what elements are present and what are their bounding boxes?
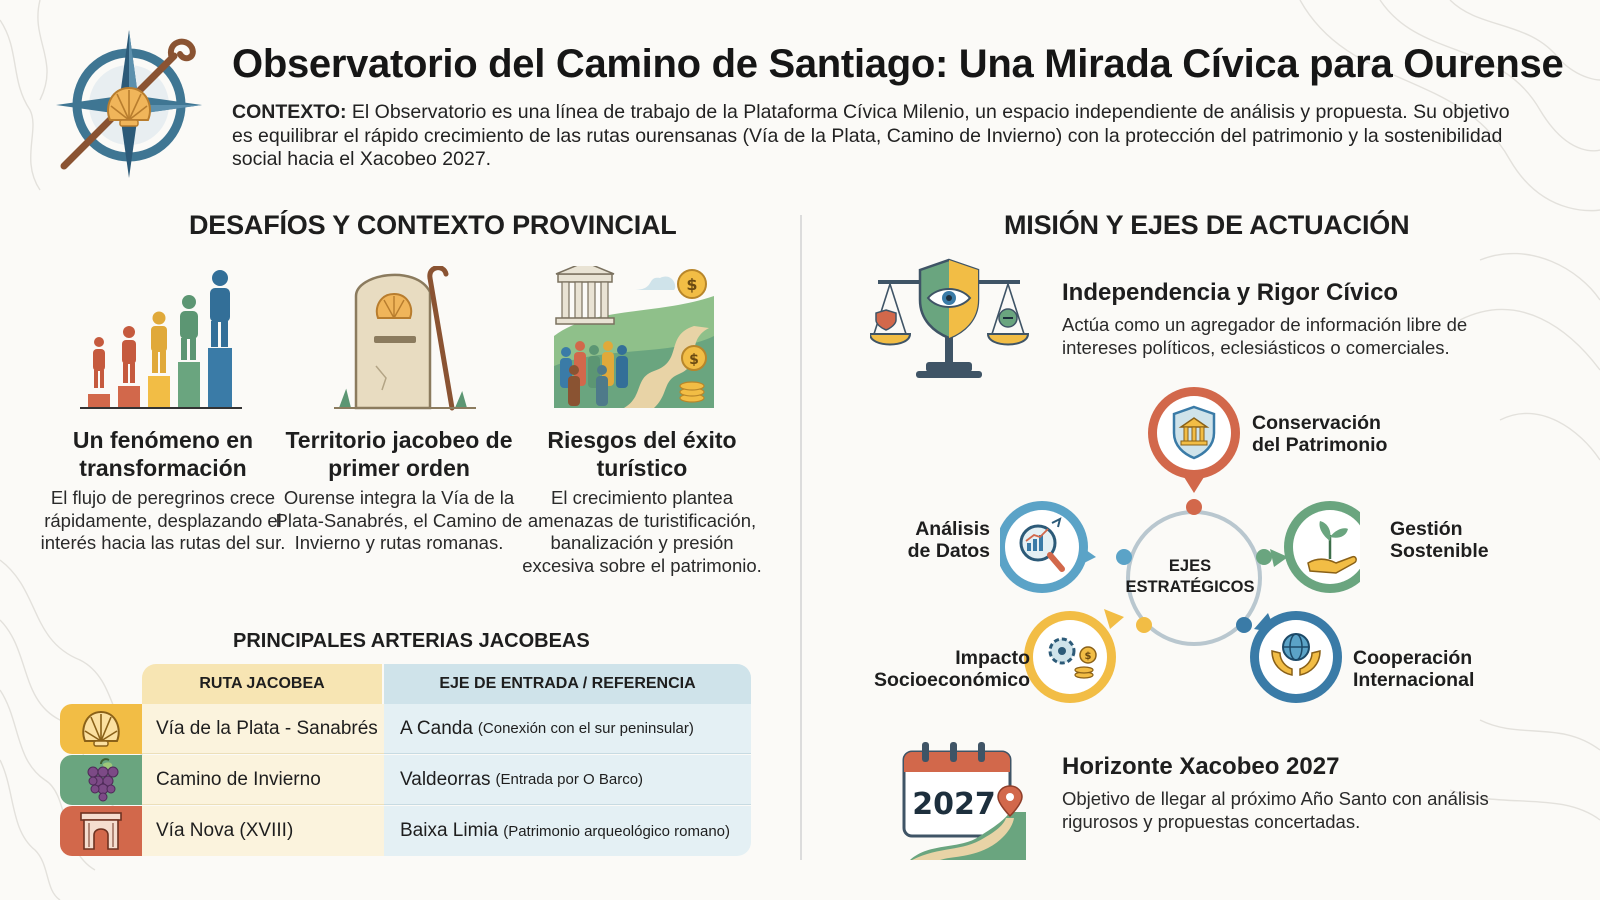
horizon-text: Objetivo de llegar al próximo Año Santo con análisis rigurosos y propuestas concertadas. (1062, 788, 1489, 832)
context-text: El Observatorio es una línea de trabajo de la Plataforma Cívica Milenio, un espacio independiente de análisis y propuesta. Su objetivo es equilibrar el rápido crecimiento de las rutas ourensanas (Vía de la Plata, Camino de Invierno) con la protección del patrimonio y la sostenibilidad social hacia el Xacobeo 2027. (232, 101, 1510, 170)
independence-text: Actúa como un agregador de información libre de intereses políticos, eclesiásticos o comerciales. (1062, 314, 1468, 358)
svg-text:$: $ (1084, 651, 1092, 662)
scales-shield-icon (870, 258, 1030, 383)
horizon-title: Horizonte Xacobeo 2027 (1062, 753, 1340, 780)
challenge-1-title: Un fenómeno en transformación (72, 427, 254, 481)
challenge-1-text: El flujo de peregrinos crece rápidamente, desplazando el interés hacia las rutas del sur. (40, 487, 286, 553)
challenge-2-text: Ourense integra la Vía de la Plata-Sanabrés, el Camino de Invierno y rutas romanas. (275, 487, 523, 553)
cooperacion-dot (1236, 617, 1252, 633)
roman-arch-icon (60, 806, 142, 856)
table-row-route-3: Vía Nova (XVIII) (142, 806, 384, 856)
challenges-heading: DESAFÍOS Y CONTEXTO PROVINCIAL (189, 210, 677, 240)
hub-label-line2: ESTRATÉGICOS (1125, 578, 1255, 596)
conservacion-dot (1186, 499, 1202, 515)
calendar-path-icon (900, 742, 1026, 860)
axis-cooperacion-label (1353, 647, 1474, 691)
table-header-route: RUTA JACOBEA (142, 664, 382, 704)
axis-cooperacion-line1: Cooperación (1353, 647, 1473, 669)
tourism-pressure-icon (544, 266, 744, 416)
cooperacion-badge (1250, 611, 1342, 703)
impacto-badge (1024, 609, 1124, 703)
gestion-badge (1270, 501, 1360, 593)
axis-impacto-label (870, 647, 1030, 691)
table-row-route-2: Camino de Invierno (142, 755, 384, 805)
routes-table-heading: PRINCIPALES ARTERIAS JACOBEAS (233, 630, 590, 652)
svg-text:$: $ (689, 352, 699, 368)
table-row-route-1: Vía de la Plata - Sanabrés (142, 704, 384, 754)
calendar-year: 2027 (912, 787, 996, 822)
growing-crowd-icon (66, 266, 266, 416)
entry-note: (Entrada por O Barco) (495, 771, 644, 788)
context-label: CONTEXTO: (232, 101, 347, 123)
challenge-2-title: Territorio jacobeo de primer orden (285, 427, 513, 481)
axis-impacto-line1: Impacto (955, 647, 1030, 669)
axis-analisis-line2: de Datos (907, 540, 990, 562)
independence-title: Independencia y Rigor Cívico (1062, 279, 1399, 306)
shell-icon (60, 704, 142, 754)
hub-label (1120, 556, 1260, 598)
impacto-dot (1136, 617, 1152, 633)
column-divider (800, 215, 802, 860)
axis-gestion-line1: Gestión (1390, 518, 1463, 540)
table-row-entry-2 (384, 755, 751, 805)
grapes-icon (60, 755, 142, 805)
axis-analisis-label (880, 518, 990, 562)
challenge-3-title: Riesgos del éxito turístico (547, 427, 737, 481)
analisis-badge (1000, 501, 1096, 593)
table-row-entry-1 (384, 704, 751, 754)
compass-staff-logo (54, 28, 204, 178)
svg-text:$: $ (686, 275, 698, 294)
conservacion-badge (1148, 387, 1240, 493)
table-row-entry-3 (384, 806, 751, 856)
table-header-entry: EJE DE ENTRADA / REFERENCIA (384, 664, 751, 704)
axis-analisis-line1: Análisis (915, 518, 990, 540)
mission-heading: MISIÓN Y EJES DE ACTUACIÓN (1004, 210, 1410, 240)
axis-conservacion-line2: del Patrimonio (1252, 434, 1388, 456)
entry-point: Valdeorras (400, 768, 491, 790)
page-title: Observatorio del Camino de Santiago: Una Mirada Cívica para Ourense (232, 42, 1564, 86)
axis-gestion-line2: Sostenible (1390, 540, 1489, 562)
axis-conservacion-label (1252, 412, 1387, 456)
axis-gestion-label (1390, 518, 1489, 562)
entry-point: Baixa Limia (400, 820, 499, 841)
axis-impacto-line2: Socioeconómico (873, 669, 1030, 691)
axis-conservacion-line1: Conservación (1252, 412, 1381, 434)
context-paragraph (232, 101, 1532, 172)
axis-cooperacion-line2: Internacional (1353, 669, 1475, 691)
entry-note: (Patrimonio arqueológico romano) (503, 822, 730, 840)
hub-label-line1: EJES (1168, 557, 1212, 575)
challenge-3-text: El crecimiento plantea amenazas de turistificación, banalización y presión excesiva sobre el patrimonio. (522, 487, 762, 576)
milestone-shell-icon (306, 266, 506, 416)
entry-point: A Canda (400, 717, 473, 739)
entry-note: (Conexión con el sur peninsular) (477, 720, 694, 737)
